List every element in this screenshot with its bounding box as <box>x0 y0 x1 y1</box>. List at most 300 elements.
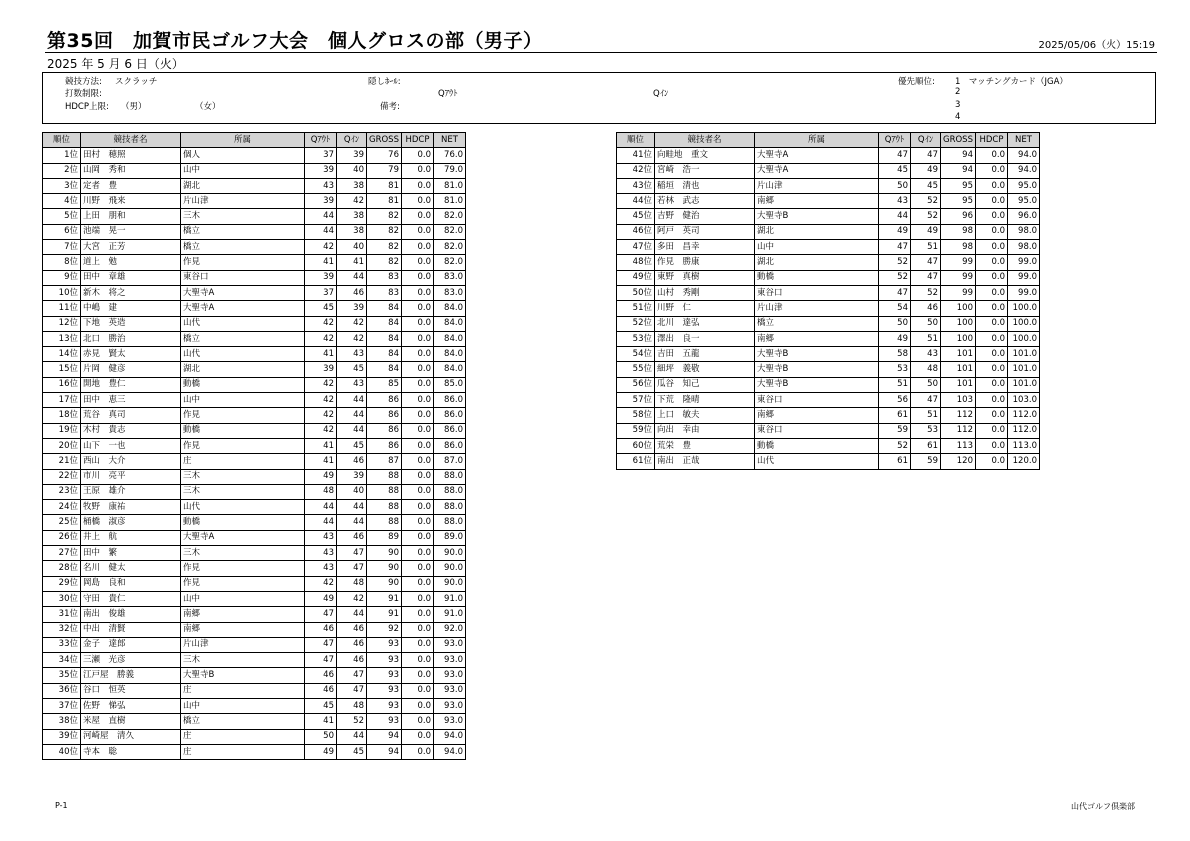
cell-hdcp: 0.0 <box>401 515 433 530</box>
cell-gross: 82 <box>367 209 402 224</box>
cell-gross: 90 <box>367 546 402 561</box>
cell-gross: 82 <box>367 224 402 239</box>
cell-gross: 103 <box>941 393 976 408</box>
cell-rank: 46位 <box>617 224 655 239</box>
cell-player-name: 川野 飛来 <box>81 194 181 209</box>
cell-affiliation: 大聖寺B <box>181 668 305 683</box>
cell-in-score: 49 <box>911 224 941 239</box>
cell-rank: 61位 <box>617 454 655 469</box>
priority-item-4: 4 <box>955 112 961 122</box>
cell-rank: 26位 <box>43 530 81 545</box>
cell-rank: 56位 <box>617 377 655 392</box>
column-header-affiliation: 所属 <box>181 133 305 148</box>
cell-affiliation: 大聖寺B <box>755 377 879 392</box>
cell-gross: 95 <box>941 194 976 209</box>
cell-out-score: 47 <box>879 148 911 163</box>
cell-player-name: 大宮 正芳 <box>81 240 181 255</box>
cell-net: 99.0 <box>1007 255 1039 270</box>
cell-affiliation: 山代 <box>755 454 879 469</box>
column-header-in-score: Qｲﾝ <box>911 133 941 148</box>
cell-net: 95.0 <box>1007 178 1039 193</box>
cell-in-score: 42 <box>337 591 367 606</box>
table-row <box>43 668 466 683</box>
cell-gross: 99 <box>941 255 976 270</box>
cell-hdcp: 0.0 <box>975 393 1007 408</box>
cell-net: 84.0 <box>433 347 465 362</box>
cell-affiliation: 大聖寺B <box>755 347 879 362</box>
cell-net: 79.0 <box>433 163 465 178</box>
cell-player-name: 南出 正哉 <box>655 454 755 469</box>
table-row <box>617 209 1040 224</box>
cell-gross: 81 <box>367 194 402 209</box>
cell-player-name: 河崎屋 清久 <box>81 729 181 744</box>
table-row <box>43 622 466 637</box>
cell-affiliation: 大聖寺A <box>181 285 305 300</box>
cell-net: 86.0 <box>433 438 465 453</box>
cell-net: 99.0 <box>1007 270 1039 285</box>
table-row <box>43 546 466 561</box>
cell-out-score: 50 <box>879 316 911 331</box>
table-row <box>43 469 466 484</box>
cell-hdcp: 0.0 <box>975 362 1007 377</box>
table-row <box>43 331 466 346</box>
cell-out-score: 52 <box>879 438 911 453</box>
cell-gross: 101 <box>941 377 976 392</box>
cell-rank: 28位 <box>43 561 81 576</box>
priority-item-2: 2 <box>955 87 961 97</box>
cell-affiliation: 山代 <box>181 500 305 515</box>
cell-rank: 23位 <box>43 484 81 499</box>
table-row <box>43 591 466 606</box>
cell-rank: 31位 <box>43 607 81 622</box>
cell-hdcp: 0.0 <box>975 285 1007 300</box>
cell-affiliation: 南郷 <box>181 607 305 622</box>
table-row <box>617 316 1040 331</box>
table-row <box>43 285 466 300</box>
cell-net: 112.0 <box>1007 423 1039 438</box>
cell-hdcp: 0.0 <box>975 377 1007 392</box>
cell-hdcp: 0.0 <box>401 668 433 683</box>
cell-out-score: 61 <box>879 454 911 469</box>
cell-out-score: 46 <box>305 683 337 698</box>
cell-player-name: 木村 貴志 <box>81 423 181 438</box>
cell-affiliation: 山代 <box>181 347 305 362</box>
cell-player-name: 上田 朋和 <box>81 209 181 224</box>
cell-net: 91.0 <box>433 607 465 622</box>
cell-rank: 4位 <box>43 194 81 209</box>
column-header-rank: 順位 <box>43 133 81 148</box>
cell-player-name: 米屋 直樹 <box>81 714 181 729</box>
cell-hdcp: 0.0 <box>401 209 433 224</box>
cell-net: 93.0 <box>433 637 465 652</box>
cell-in-score: 44 <box>337 515 367 530</box>
method-label: 競技方法: <box>65 77 102 87</box>
cell-out-score: 39 <box>305 194 337 209</box>
cell-rank: 39位 <box>43 729 81 744</box>
table-row <box>43 362 466 377</box>
cell-rank: 14位 <box>43 347 81 362</box>
cell-net: 93.0 <box>433 653 465 668</box>
cell-out-score: 46 <box>305 622 337 637</box>
cell-out-score: 56 <box>879 393 911 408</box>
cell-hdcp: 0.0 <box>975 209 1007 224</box>
cell-rank: 19位 <box>43 423 81 438</box>
table-row <box>617 423 1040 438</box>
cell-gross: 82 <box>367 240 402 255</box>
cell-affiliation: 庄 <box>181 729 305 744</box>
table-row <box>43 607 466 622</box>
cell-player-name: 定者 豊 <box>81 178 181 193</box>
cell-rank: 42位 <box>617 163 655 178</box>
cell-rank: 9位 <box>43 270 81 285</box>
cell-gross: 99 <box>941 285 976 300</box>
cell-gross: 84 <box>367 362 402 377</box>
cell-rank: 41位 <box>617 148 655 163</box>
cell-out-score: 44 <box>305 500 337 515</box>
cell-in-score: 44 <box>337 393 367 408</box>
cell-out-score: 42 <box>305 316 337 331</box>
cell-net: 84.0 <box>433 362 465 377</box>
results-table-right <box>616 132 1040 470</box>
cell-in-score: 50 <box>911 377 941 392</box>
cell-net: 82.0 <box>433 240 465 255</box>
cell-gross: 84 <box>367 347 402 362</box>
cell-in-score: 52 <box>337 714 367 729</box>
cell-net: 99.0 <box>1007 285 1039 300</box>
cell-player-name: 中出 清賢 <box>81 622 181 637</box>
cell-net: 94.0 <box>433 729 465 744</box>
cell-affiliation: 大聖寺B <box>755 209 879 224</box>
cell-out-score: 37 <box>305 285 337 300</box>
cell-net: 92.0 <box>433 622 465 637</box>
cell-rank: 17位 <box>43 393 81 408</box>
cell-out-score: 59 <box>879 423 911 438</box>
page-number: P-1 <box>55 801 68 810</box>
cell-hdcp: 0.0 <box>401 622 433 637</box>
cell-rank: 24位 <box>43 500 81 515</box>
cell-out-score: 39 <box>305 270 337 285</box>
cell-rank: 43位 <box>617 178 655 193</box>
cell-gross: 113 <box>941 438 976 453</box>
table-row <box>43 714 466 729</box>
cell-in-score: 47 <box>911 255 941 270</box>
table-row <box>43 744 466 759</box>
cell-in-score: 51 <box>911 331 941 346</box>
cell-hdcp: 0.0 <box>975 301 1007 316</box>
method-value: スクラッチ <box>115 77 158 87</box>
cell-affiliation: 湖北 <box>181 178 305 193</box>
priority-item-1: 1 マッチングカード（JGA） <box>955 77 1068 87</box>
cell-in-score: 51 <box>911 408 941 423</box>
cell-player-name: 西山 大介 <box>81 454 181 469</box>
cell-out-score: 41 <box>305 714 337 729</box>
cell-in-score: 44 <box>337 408 367 423</box>
cell-hdcp: 0.0 <box>401 240 433 255</box>
cell-hdcp: 0.0 <box>401 729 433 744</box>
cell-gross: 76 <box>367 148 402 163</box>
cell-rank: 21位 <box>43 454 81 469</box>
cell-player-name: 細坪 義敬 <box>655 362 755 377</box>
cell-net: 76.0 <box>433 148 465 163</box>
cell-net: 82.0 <box>433 224 465 239</box>
cell-in-score: 43 <box>911 347 941 362</box>
cell-in-score: 61 <box>911 438 941 453</box>
cell-hdcp: 0.0 <box>975 438 1007 453</box>
cell-affiliation: 動橋 <box>755 438 879 453</box>
cell-in-score: 47 <box>911 270 941 285</box>
report-title: 第35回 加賀市民ゴルフ大会 個人グロスの部（男子） <box>47 30 543 52</box>
cell-out-score: 52 <box>879 255 911 270</box>
cell-hdcp: 0.0 <box>975 178 1007 193</box>
cell-net: 91.0 <box>433 591 465 606</box>
cell-in-score: 45 <box>337 362 367 377</box>
cell-net: 86.0 <box>433 393 465 408</box>
cell-gross: 86 <box>367 408 402 423</box>
cell-gross: 89 <box>367 530 402 545</box>
cell-affiliation: 三木 <box>181 484 305 499</box>
cell-rank: 44位 <box>617 194 655 209</box>
cell-affiliation: 作見 <box>181 255 305 270</box>
cell-in-score: 44 <box>337 270 367 285</box>
cell-net: 83.0 <box>433 285 465 300</box>
cell-hdcp: 0.0 <box>401 484 433 499</box>
cell-player-name: 田中 繁 <box>81 546 181 561</box>
column-header-out-score: Qｱｳﾄ <box>305 133 337 148</box>
table-row <box>43 653 466 668</box>
cell-net: 98.0 <box>1007 240 1039 255</box>
cell-affiliation: 大聖寺A <box>181 301 305 316</box>
cell-hdcp: 0.0 <box>401 744 433 759</box>
cell-player-name: 稲垣 清也 <box>655 178 755 193</box>
cell-affiliation: 山中 <box>755 240 879 255</box>
cell-net: 87.0 <box>433 454 465 469</box>
cell-affiliation: 山代 <box>181 316 305 331</box>
table-row <box>617 438 1040 453</box>
cell-player-name: 開地 豊仁 <box>81 377 181 392</box>
cell-hdcp: 0.0 <box>975 331 1007 346</box>
cell-in-score: 40 <box>337 240 367 255</box>
cell-affiliation: 南郷 <box>181 622 305 637</box>
cell-gross: 83 <box>367 270 402 285</box>
cell-rank: 37位 <box>43 698 81 713</box>
cell-hdcp: 0.0 <box>401 714 433 729</box>
cell-out-score: 42 <box>305 240 337 255</box>
table-row <box>43 347 466 362</box>
cell-hdcp: 0.0 <box>401 637 433 652</box>
cell-gross: 90 <box>367 576 402 591</box>
cell-net: 85.0 <box>433 377 465 392</box>
cell-net: 94.0 <box>433 744 465 759</box>
column-header-net: NET <box>1007 133 1039 148</box>
cell-rank: 27位 <box>43 546 81 561</box>
cell-gross: 83 <box>367 285 402 300</box>
table-row <box>617 178 1040 193</box>
column-header-gross: GROSS <box>941 133 976 148</box>
cell-player-name: 名川 健太 <box>81 561 181 576</box>
cell-player-name: 向出 幸由 <box>655 423 755 438</box>
cell-in-score: 50 <box>911 316 941 331</box>
cell-hdcp: 0.0 <box>975 148 1007 163</box>
cell-in-score: 46 <box>337 622 367 637</box>
table-row <box>617 454 1040 469</box>
cell-player-name: 作見 勝康 <box>655 255 755 270</box>
cell-hdcp: 0.0 <box>401 393 433 408</box>
cell-affiliation: 庄 <box>181 454 305 469</box>
table-row <box>43 729 466 744</box>
cell-rank: 16位 <box>43 377 81 392</box>
cell-player-name: 東野 真樹 <box>655 270 755 285</box>
cell-affiliation: 片山津 <box>181 637 305 652</box>
cell-in-score: 52 <box>911 285 941 300</box>
cell-gross: 79 <box>367 163 402 178</box>
cell-hdcp: 0.0 <box>401 194 433 209</box>
cell-rank: 1位 <box>43 148 81 163</box>
cell-net: 93.0 <box>433 698 465 713</box>
cell-rank: 8位 <box>43 255 81 270</box>
column-header-in-score: Qｲﾝ <box>337 133 367 148</box>
cell-affiliation: 三木 <box>181 469 305 484</box>
cell-hdcp: 0.0 <box>401 331 433 346</box>
cell-player-name: 田村 穂照 <box>81 148 181 163</box>
cell-affiliation: 南郷 <box>755 331 879 346</box>
cell-out-score: 44 <box>879 209 911 224</box>
cell-hdcp: 0.0 <box>975 423 1007 438</box>
cell-gross: 91 <box>367 591 402 606</box>
cell-rank: 38位 <box>43 714 81 729</box>
cell-in-score: 46 <box>337 530 367 545</box>
cell-gross: 91 <box>367 607 402 622</box>
table-row <box>43 393 466 408</box>
cell-out-score: 45 <box>879 163 911 178</box>
cell-in-score: 47 <box>337 561 367 576</box>
column-header-net: NET <box>433 133 465 148</box>
cell-rank: 52位 <box>617 316 655 331</box>
cell-gross: 100 <box>941 301 976 316</box>
cell-net: 90.0 <box>433 546 465 561</box>
cell-hdcp: 0.0 <box>401 285 433 300</box>
cell-player-name: 三瀬 光彦 <box>81 653 181 668</box>
cell-in-score: 43 <box>337 377 367 392</box>
cell-affiliation: 片山津 <box>181 194 305 209</box>
column-header-player-name: 競技者名 <box>81 133 181 148</box>
cell-in-score: 42 <box>337 194 367 209</box>
cell-net: 120.0 <box>1007 454 1039 469</box>
table-row <box>617 194 1040 209</box>
table-row <box>617 163 1040 178</box>
cell-out-score: 39 <box>305 163 337 178</box>
cell-net: 101.0 <box>1007 377 1039 392</box>
cell-in-score: 45 <box>337 744 367 759</box>
cell-net: 82.0 <box>433 209 465 224</box>
table-row <box>617 408 1040 423</box>
cell-rank: 47位 <box>617 240 655 255</box>
column-header-hdcp: HDCP <box>975 133 1007 148</box>
results-table-left <box>42 132 466 760</box>
cell-out-score: 47 <box>305 637 337 652</box>
hidden-hole-in-label: Qｲﾝ <box>653 89 669 99</box>
cell-in-score: 40 <box>337 163 367 178</box>
cell-rank: 35位 <box>43 668 81 683</box>
cell-gross: 92 <box>367 622 402 637</box>
cell-hdcp: 0.0 <box>401 270 433 285</box>
cell-gross: 84 <box>367 301 402 316</box>
table-row <box>617 285 1040 300</box>
cell-player-name: 江戸屋 勝義 <box>81 668 181 683</box>
cell-net: 94.0 <box>1007 163 1039 178</box>
cell-out-score: 54 <box>879 301 911 316</box>
cell-gross: 93 <box>367 668 402 683</box>
table-row <box>43 316 466 331</box>
cell-net: 82.0 <box>433 255 465 270</box>
cell-gross: 81 <box>367 178 402 193</box>
cell-hdcp: 0.0 <box>401 438 433 453</box>
cell-hdcp: 0.0 <box>975 163 1007 178</box>
cell-gross: 82 <box>367 255 402 270</box>
hidden-hole-label: 隠しﾎｰﾙ: <box>368 77 401 87</box>
cell-player-name: 市川 亮平 <box>81 469 181 484</box>
cell-hdcp: 0.0 <box>401 698 433 713</box>
cell-player-name: 若林 武志 <box>655 194 755 209</box>
cell-player-name: 南出 俊雄 <box>81 607 181 622</box>
cell-player-name: 山岡 秀和 <box>81 163 181 178</box>
table-row <box>617 301 1040 316</box>
cell-hdcp: 0.0 <box>401 255 433 270</box>
cell-hdcp: 0.0 <box>401 423 433 438</box>
cell-rank: 54位 <box>617 347 655 362</box>
cell-out-score: 41 <box>305 255 337 270</box>
cell-rank: 59位 <box>617 423 655 438</box>
cell-net: 84.0 <box>433 301 465 316</box>
cell-rank: 18位 <box>43 408 81 423</box>
cell-rank: 7位 <box>43 240 81 255</box>
cell-affiliation: 作見 <box>181 561 305 576</box>
cell-net: 88.0 <box>433 469 465 484</box>
cell-affiliation: 山中 <box>181 393 305 408</box>
cell-hdcp: 0.0 <box>975 255 1007 270</box>
cell-gross: 88 <box>367 484 402 499</box>
table-row <box>43 561 466 576</box>
cell-rank: 55位 <box>617 362 655 377</box>
cell-player-name: 上口 敏夫 <box>655 408 755 423</box>
cell-player-name: 田中 章雄 <box>81 270 181 285</box>
cell-net: 81.0 <box>433 194 465 209</box>
cell-rank: 50位 <box>617 285 655 300</box>
table-row <box>43 148 466 163</box>
cell-net: 81.0 <box>433 178 465 193</box>
cell-player-name: 向畦地 重文 <box>655 148 755 163</box>
table-row <box>43 408 466 423</box>
cell-player-name: 桶橋 淑彦 <box>81 515 181 530</box>
cell-out-score: 43 <box>305 178 337 193</box>
cell-affiliation: 庄 <box>181 683 305 698</box>
cell-net: 93.0 <box>433 668 465 683</box>
cell-hdcp: 0.0 <box>975 224 1007 239</box>
cell-out-score: 48 <box>305 484 337 499</box>
cell-net: 93.0 <box>433 683 465 698</box>
cell-gross: 98 <box>941 224 976 239</box>
cell-out-score: 47 <box>305 607 337 622</box>
event-date: 2025 年 5 月 6 日（火） <box>47 57 184 71</box>
table-row <box>617 362 1040 377</box>
cell-hdcp: 0.0 <box>975 316 1007 331</box>
cell-out-score: 49 <box>305 591 337 606</box>
cell-in-score: 46 <box>337 285 367 300</box>
cell-net: 88.0 <box>433 500 465 515</box>
cell-in-score: 42 <box>337 331 367 346</box>
cell-player-name: 山村 秀剛 <box>655 285 755 300</box>
cell-out-score: 49 <box>879 224 911 239</box>
cell-gross: 94 <box>941 148 976 163</box>
